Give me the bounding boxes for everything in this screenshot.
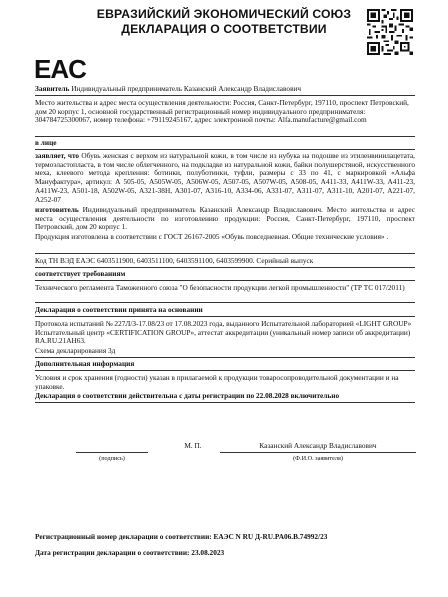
additional-info-value: Условия и срок хранения (годности) указан в прилагаемой к продукции товаросопроводительной документации и на упаковке. xyxy=(35,373,399,391)
manufacturer-value: Индивидуальный предприниматель Казанский Александр Владиславович. Место жительства и адрес места осуществления деятельности по изготовлению продукции: Россия, Санкт-Петербург, 197110, проспект Петровский, дом 20 корпус 1. xyxy=(35,205,415,232)
divider xyxy=(35,370,415,371)
declares-value: Обувь женская с верхом из натуральной кожи, в том числе из нубука на подошве из этиленвинилацетата, термоэластопласта, в том числе облегченного, на подкладке из натуральной кожи, байки полушерстяной, искусственного меха, клеевого метода крепления: ботинки, полуботинки, туфли, размеры с 33 по 41, с маркировкой «Альфа Мануфактура», артикул: А 505-05, A505W-05, A506W-05, A507-05, A507W-05, A508-05, A411-33, A411W-33, A411-23, A411W-23, A501-18, A502W-05, A321-38H, A301-07, A316-10, A334-06, A331-07, A311-07, A311-10, A201-07, A221-07, A252-07 xyxy=(35,151,416,204)
manufacturer-block xyxy=(35,206,415,232)
applicant-label: Заявитель xyxy=(35,84,70,93)
divider xyxy=(35,95,415,96)
applicant-line xyxy=(35,85,415,94)
declaration-scheme: Схема декларирования 3д xyxy=(35,346,116,355)
requirements-value: Технического регламента Таможенного союза "О безопасности продукции легкой промышленности" (ТР ТС 017/2011) xyxy=(35,283,405,292)
applicant-value: Индивидуальный предприниматель Казанский Александр Владиславович xyxy=(71,84,302,93)
registration-date-label: Дата регистрации декларации о соответствии: xyxy=(35,548,190,557)
signature-caption: (подпись) xyxy=(99,455,125,462)
validity-statement: Декларация о соответствии действительна с даты регистрации по 22.08.2028 включительно xyxy=(35,391,340,400)
in-person-label: в лице xyxy=(35,138,57,147)
divider xyxy=(35,253,415,254)
divider xyxy=(35,357,415,358)
declares-label: заявляет, что xyxy=(35,151,80,160)
signer-name: Казанский Александр Владиславович xyxy=(259,441,377,450)
divider xyxy=(35,302,415,303)
stamp-label: М. П. xyxy=(184,441,202,450)
manufacturing-standard: Продукция изготовлена в соответствии с ГОСТ 26167-2005 «Обувь повседневная. Общие технические условия» . xyxy=(35,232,389,241)
additional-info-label: Дополнительная информация xyxy=(35,359,135,368)
divider xyxy=(35,149,415,150)
divider xyxy=(35,280,415,281)
registration-number-label: Регистрационный номер декларации о соответствии: xyxy=(35,532,212,541)
divider xyxy=(35,267,415,268)
title-line-1: ЕВРАЗИЙСКИЙ ЭКОНОМИЧЕСКИЙ СОЮЗ xyxy=(96,7,352,21)
registration-number-line xyxy=(35,533,415,542)
registration-date-line xyxy=(35,549,415,558)
divider xyxy=(35,402,415,403)
name-caption: (Ф.И.О. заявителя) xyxy=(293,455,343,462)
qr-code xyxy=(367,9,413,55)
signature-line xyxy=(76,452,148,453)
divider xyxy=(35,136,415,137)
registration-number-value: ЕАЭС N RU Д-RU.PA06.B.74992/23 xyxy=(213,532,328,541)
applicant-address: Место жительства и адрес места осуществления деятельности: Россия, Санкт-Петербург, 197110, проспект Петровский, дом 20 корпус 1, основной государственный регистрационный номер индивидуального предпринимателя: 304784725300067, номер телефона: +79119245167, адрес электронной почты: Alfa.manufacture@gmail.com xyxy=(35,98,409,125)
eac-logo: EAC xyxy=(34,54,86,84)
basis-label: Декларация о соответствии принята на основании xyxy=(35,305,203,314)
requirements-label: соответствует требованиям xyxy=(35,269,126,278)
manufacturer-label: изготовитель xyxy=(35,205,79,214)
title-line-2: ДЕКЛАРАЦИЯ О СООТВЕТСТВИИ xyxy=(121,22,327,36)
name-line xyxy=(220,452,416,453)
registration-date-value: 23.08.2023 xyxy=(191,548,225,557)
product-description xyxy=(35,152,415,204)
basis-value: Протокола испытаний № 227Л/З-17.08/23 от 17.08.2023 года, выданного Испытательной лабораторией «LIGHT GROUP» Испытательный центр «CERTIFICATION GROUP», аттестат аккредитации (уникальный номер записи об аккредитации) RA.RU.21AH63. xyxy=(35,319,412,346)
divider xyxy=(35,316,415,317)
tn-ved-codes: Код ТН ВЭД ЕАЭС 6403511900, 6403511100, 6403591100, 6403599900. Серийный выпуск xyxy=(35,256,314,265)
